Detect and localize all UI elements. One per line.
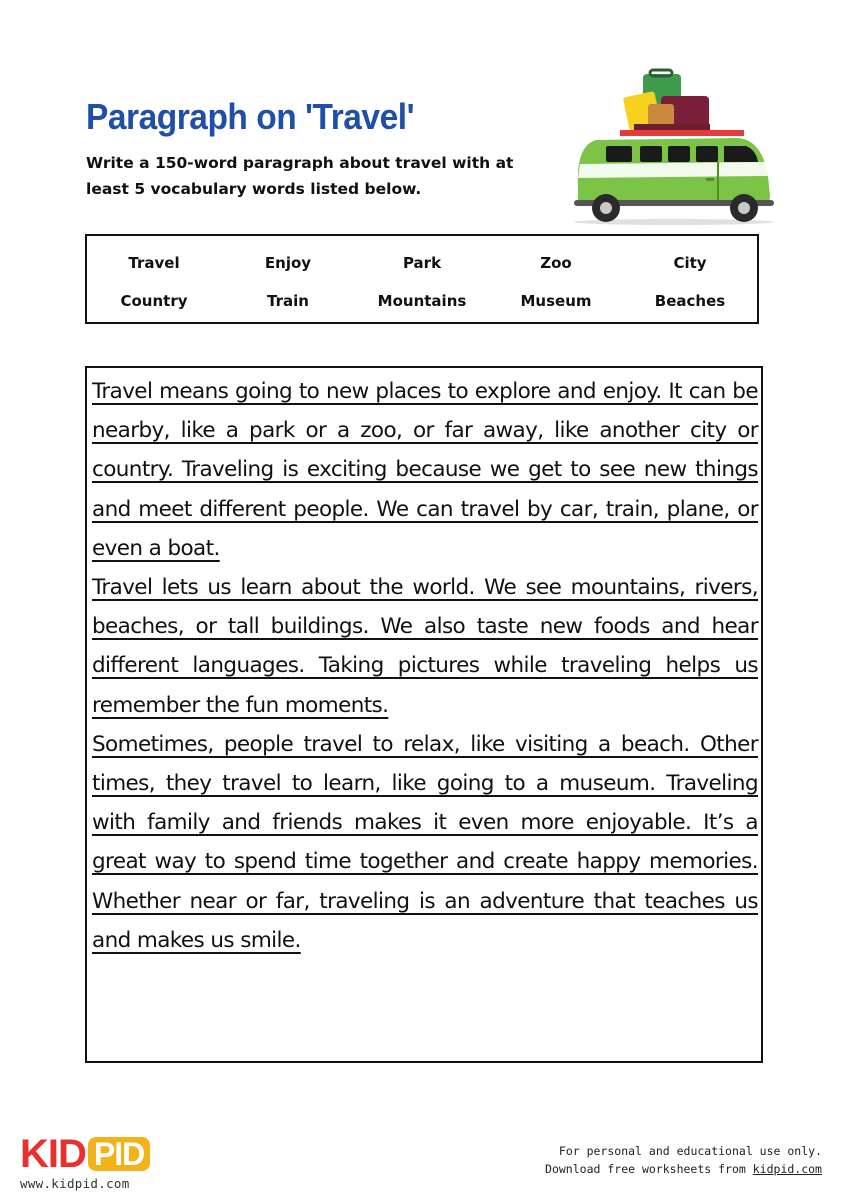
vocab-word: Country [120,292,188,310]
instructions-text: Write a 150-word paragraph about travel with at least 5 vocabulary words listed below. [86,154,514,198]
logo-pid-text: PID [88,1137,150,1171]
footer-note-line1: For personal and educational use only. [558,1144,822,1158]
page-title: Paragraph on 'Travel' [86,96,415,137]
paragraph: Sometimes, people travel to relax, like visiting a beach. Other times, they travel to learn, like going to a museum. Traveling with family and friends makes it even more enjoyable. It’s a great way to spend time together and create happy memories. Whether near or far, traveling is an adventure that teaches us and makes us smile. [92,731,758,953]
paragraph: Travel means going to new places to explore and enjoy. It can be nearby, like a park or a zoo, or far away, like another city or country. Traveling is exciting because we get to see new things and meet different people. We can travel by car, train, plane, or even a boat. [92,379,758,561]
kidpid-logo [20,1134,150,1191]
vocab-word: Enjoy [264,254,312,272]
paragraph: Travel lets us learn about the world. We see mountains, rivers, beaches, or tall buildings. We also taste new foods and hear different languages. Taking pictures while traveling helps us remember the fun moments. [92,575,758,718]
vocab-word: Museum [520,292,592,310]
footer-link[interactable]: kidpid.com [752,1162,822,1176]
vocab-word: Beaches [654,292,726,310]
vocab-word: City [673,254,707,272]
vocab-word: Train [267,292,309,310]
vocab-word: Park [402,254,442,272]
vocab-word: Zoo [540,254,572,272]
footer-note-prefix: Download free worksheets from [545,1162,753,1176]
vocab-word: Mountains [377,292,467,310]
paragraph-box [85,366,763,1063]
paragraph-text [92,372,758,960]
logo-url: www.kidpid.com [20,1176,130,1191]
vocabulary-box [85,234,759,324]
van-with-luggage-icon [566,66,782,226]
logo-kid-text: KID [20,1132,86,1176]
footer-note [545,1142,822,1178]
footer-note-line2 [545,1160,822,1178]
vocab-word: Travel [128,254,180,272]
